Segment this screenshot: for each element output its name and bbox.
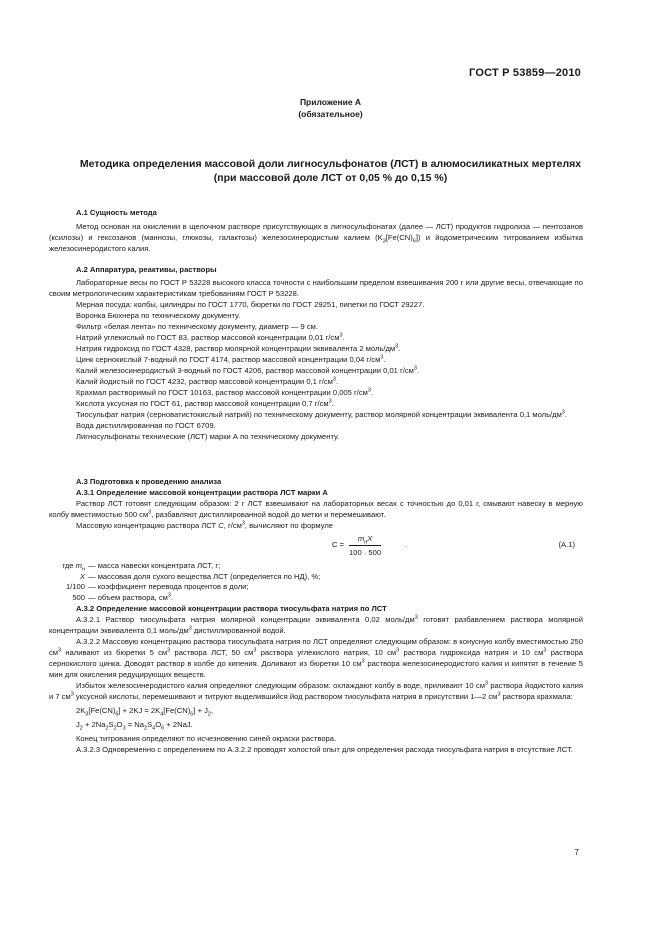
a2-p8-text: Калий железосинеродистый 3-водный по ГОСТ 4206, раствор массовой концентрации 0,01 г/см (76, 366, 414, 375)
a2-sodium-hydroxide (49, 343, 583, 354)
eq2-sub: 6 (161, 725, 165, 732)
eq2-part: = Na (125, 720, 145, 729)
a2-p9-text: Калий йодистый по ГОСТ 4232, раствор массовой концентрации 0,1 г/см (76, 377, 333, 386)
a2-starch (49, 387, 583, 398)
a31-p2-text-a: Массовую концентрацию раствора ЛСТ (76, 521, 219, 530)
formula-var-x: X (367, 534, 373, 543)
a2-p7-dot: . (383, 355, 386, 364)
a2-p8-dot: . (416, 366, 420, 375)
a323-sup: 3 (70, 691, 74, 698)
a321-sup-2: 3 (188, 625, 192, 632)
a2-p7-text: Цинк сернокислый 7-водный по ГОСТ 4174, раствор массовой концентрации 0,04 г/см (76, 355, 381, 364)
section-a2 (49, 264, 583, 442)
legend-row (35, 572, 320, 583)
a2-p5-text: Натрий углекислый по ГОСТ 83, раствор массовой концентрации 0,01 г/см (76, 333, 340, 342)
a2-potassium-iodide (49, 376, 583, 387)
appendix-label: Приложение А (299, 97, 362, 107)
appendix-status: (обязательное) (298, 109, 363, 119)
a2-p10-text: Крахмал растворимый по ГОСТ 10163, раствор массовой концентрации 0,005 г/см (76, 388, 368, 397)
a322-sup: 3 (543, 647, 547, 654)
section-a3-heading: А.3 Подготовка к проведению анализа (76, 477, 222, 486)
a2-potassium-ferricyanide (49, 365, 583, 376)
a2-p6-text: Натрия гидроксид по ГОСТ 4328, раствор молярной концентрации эквивалента 2 моль/дм (76, 344, 396, 353)
a31-p1-sup: 3 (148, 509, 152, 516)
a2-p11-text: Кислота уксусная по ГОСТ 61, раствор массовой концентрации 0,7 г/см (76, 399, 329, 408)
eq2-sub: 2 (79, 725, 83, 732)
formula-legend (35, 561, 320, 603)
eq2-part: + 2Na (82, 720, 106, 729)
title-line-1: Методика определения массовой доли лигносульфонатов (ЛСТ) в алюмосиликатных мертелях (79, 158, 582, 170)
eq2-part: S (108, 720, 114, 729)
a31-paragraph-2 (49, 520, 583, 531)
legend-key-sub: н (81, 566, 85, 573)
formula-var-m: m (357, 534, 365, 543)
eq1-part: 2K (76, 706, 86, 715)
section-a1-heading: А.1 Сущность метода (76, 208, 157, 217)
eq2-part: J (76, 720, 80, 729)
legend-value-text: — объем раствора, см (88, 592, 168, 602)
a323-blank-test-paragraph: А.3.2.3 Одновременно с определением по А.3.2.2 проводят холостой опыт для определения расхода тиосульфата натрия в отсутствие ЛСТ. (76, 745, 573, 754)
eq1-part: [Fe(CN) (88, 706, 116, 715)
a31-p1-text-b: , разбавляют дистиллированной водой до метки и перемешивают. (151, 510, 386, 519)
a31-p2-text-c: , вычисляют по формуле (244, 521, 334, 530)
a323-sup: 3 (484, 680, 488, 687)
a2-p10-dot: . (370, 388, 374, 397)
eq2-part: O (116, 720, 123, 729)
a2-p5-dot: . (342, 333, 345, 342)
formula-denominator: 100 · 500 (349, 548, 382, 557)
legend-row (35, 593, 320, 604)
a1-sub-3: 3 (382, 238, 386, 245)
a31-paragraph-1 (49, 498, 583, 520)
a2-sodium-thiosulfate (49, 409, 583, 420)
a2-p12-text: Тиосульфат натрия (серноватистокислый натрий) по техническому документу, раствор молярной концентрации эквивалента 0,1 моль/дм (76, 410, 562, 419)
a1-text-3: ]) и йодометрическим титрованием избытка железосинеродистого калия. (49, 233, 583, 253)
a322-sup: 3 (167, 647, 171, 654)
a322-sup: 3 (253, 647, 257, 654)
eq1-sub: 6 (115, 711, 119, 718)
formula-fraction (349, 533, 381, 558)
subsection-a32-heading: А.3.2 Определение массовой концентрации раствора тиосульфата натрия по ЛСТ (76, 604, 387, 613)
a323-text-c: уксусной кислоты, перемешивают и титруют выделившийся йод раствором тиосульфата натрия в присутствии 1—2 см (73, 692, 498, 701)
a2-p5-sup: 3 (339, 332, 343, 339)
a2-sodium-carbonate (49, 332, 583, 343)
a2-funnel: Воронка Бюхнера по техническому документу. (76, 311, 241, 320)
legend-row (35, 582, 320, 593)
a1-text-1: Метод основан на окислении в щелочном растворе присутствующих в лигносульфонатах (далее — ЛСТ) продуктов гидролиза — пентозанов (ксилозы) и гексозанов (маннозы, глюкозы, галактозы) железосинеродистым калием (K (49, 222, 583, 242)
subsection-a31-heading: А.3.1 Определение массовой концентрации раствора ЛСТ марки А (76, 488, 328, 497)
section-a3 (49, 476, 583, 755)
a2-distilled-water: Вода дистиллированная по ГОСТ 6709. (76, 421, 216, 430)
eq2-sub: 4 (152, 725, 156, 732)
page-number: 7 (574, 848, 579, 857)
legend-value: — массовая доля сухого вещества ЛСТ (определяется по НД), %; (88, 571, 321, 581)
a322-sup: 3 (361, 658, 365, 665)
eq2-sub: 3 (122, 725, 126, 732)
a323-text-a: Избыток железосинеродистого калия определяют следующим образом: охлаждают колбу в воде, приливают 10 см (76, 681, 485, 690)
eq2-part: O (155, 720, 162, 729)
legend-key-prefix: где (62, 561, 76, 570)
document-code: ГОСТ Р 53859—2010 (469, 67, 581, 79)
a2-filter: Фильтр «белая лента» по техническому документу, диаметр — 9 см. (76, 322, 318, 331)
a322-text-a: А.3.2.2 Массовую концентрацию раствора тиосульфата натрия по ЛСТ определяют следующим образом: в конусную колбу вместимостью 250 см (49, 637, 583, 657)
a2-acetic-acid (49, 398, 583, 409)
a31-p2-var-c: C (218, 521, 224, 530)
a321-text-c: дистиллированной водой. (191, 626, 286, 635)
document-title (60, 157, 601, 185)
legend-value (88, 593, 320, 604)
a2-lignosulfonates: Лигносульфонаты технические (ЛСТ) марки А по техническому документу. (76, 432, 340, 441)
legend-value: — коэффициент перевода процентов в доли; (88, 582, 249, 591)
a322-text-e: раствора гидроксида натрия и 10 см (399, 648, 544, 657)
eq2-sub: 2 (144, 725, 148, 732)
legend-key-symbol: m (75, 561, 82, 570)
legend-value-sup: 3 (167, 591, 171, 598)
a322-text-d: раствора углекислого натрия, 10 см (256, 648, 397, 657)
a323-sup: 3 (497, 691, 501, 698)
a323-text-b: раствора йодистого калия и 7 см (49, 681, 583, 701)
eq2-part: + 2NaJ. (164, 720, 193, 729)
a322-text-b: наливают из бюретки 5 см (61, 648, 168, 657)
formula-number: (А.1) (558, 540, 575, 549)
a2-p10-sup: 3 (367, 387, 371, 394)
formula-lhs: C = (332, 540, 345, 549)
a31-p2-sup: 3 (241, 520, 245, 527)
a321-text-b: готовят разбавлением раствора молярной концентрации эквивалента 0,1 моль/дм (49, 615, 583, 635)
a323-text-d: раствора крахмала: (500, 692, 573, 701)
eq1-sub: 4 (160, 711, 164, 718)
a2-p11-dot: . (331, 399, 334, 408)
eq1-part: [Fe(CN) (163, 706, 191, 715)
formula-dot: . (405, 540, 408, 549)
a1-text-2: [Fe(CN) (385, 233, 413, 242)
legend-key-symbol: X (79, 571, 85, 581)
a2-scales: Лабораторные весы по ГОСТ Р 53228 высокого класса точности с наибольшим пределом взвешивания 200 г или другие весы, отвечающие по своим метрологическим характеристикам требованиям ГОСТ Р 53228. (49, 278, 583, 298)
a321-text-a: А.3.2.1 Раствор тиосульфата натрия молярной концентрации эквивалента 0,02 моль/дм (76, 615, 415, 624)
legend-row (35, 561, 320, 572)
legend-key (35, 572, 88, 583)
a322-sup: 3 (58, 647, 62, 654)
title-line-2: (при массовой доле ЛСТ от 0,05 % до 0,15 %) (213, 172, 448, 184)
formula-a1 (49, 531, 583, 561)
a31-p2-text-b: , г/см (223, 521, 242, 530)
section-a2-heading: А.2 Аппаратура, реактивы, растворы (76, 265, 217, 274)
a2-p11-sup: 3 (328, 398, 332, 405)
eq2-sub: 2 (113, 725, 117, 732)
a321-paragraph (49, 614, 583, 636)
a322-paragraph (49, 636, 583, 680)
formula-numerator (349, 533, 381, 546)
a322-text-c: раствора ЛСТ, 50 см (170, 648, 254, 657)
legend-value: — масса навески концентрата ЛСТ, г; (88, 561, 221, 570)
a322-text-g: раствора железосинеродистого калия и кипятят в течение 5 мин для окисления редуцирующих веществ. (49, 659, 584, 679)
legend-value-dot: . (170, 592, 174, 602)
a322-text-f: раствора сернокислого цинка. Доводят раствор в колбе до кипения. Доливают из бюретки 10 см (49, 648, 584, 668)
a2-p7-sup: 3 (380, 354, 384, 361)
a2-p9-dot: . (335, 377, 339, 386)
a322-sup: 3 (396, 647, 400, 654)
a2-p12-dot: . (564, 410, 567, 419)
a324-paragraph: Конец титрования определяют по исчезновению синей окраски раствора. (76, 734, 337, 743)
a2-p9-sup: 3 (332, 376, 336, 383)
a2-p6-sup: 3 (395, 343, 399, 350)
a2-zinc-sulfate (49, 354, 583, 365)
a323-paragraph (49, 680, 583, 702)
a1-sub-6: 6 (412, 238, 416, 245)
a2-p8-sup: 3 (413, 365, 417, 372)
legend-key: 1/100 (65, 582, 85, 591)
eq1-sub: 3 (85, 711, 89, 718)
a2-glassware: Мерная посуда: колбы, цилиндры по ГОСТ 1770, бюретки по ГОСТ 29251, пипетки по ГОСТ 29227. (76, 300, 425, 309)
eq1-sub: 2 (207, 711, 211, 718)
eq2-sub: 2 (105, 725, 109, 732)
eq1-sub: 6 (190, 711, 194, 718)
equation-1 (49, 705, 583, 716)
legend-key: 500 (72, 592, 85, 602)
eq1-part: ] + J (193, 706, 208, 715)
a2-p6-dot: . (398, 344, 401, 353)
a2-p12-sup: 3 (561, 409, 565, 416)
equation-2 (49, 719, 583, 730)
formula-sub-n: н (364, 539, 368, 546)
eq1-part: , (210, 706, 214, 715)
a321-sup-1: 3 (414, 614, 418, 621)
eq2-part: S (147, 720, 153, 729)
eq1-part: ] + 2KJ = 2K (118, 706, 161, 715)
section-a1 (49, 207, 583, 254)
section-a1-paragraph (49, 221, 583, 254)
a31-p1-text-a: Раствор ЛСТ готовят следующим образом: 2 г ЛСТ взвешивают на лабораторных весах с точностью до 0,01 г, смывают навеску в мерную колбу вместимостью 500 см (49, 499, 583, 519)
legend-key (35, 561, 88, 572)
